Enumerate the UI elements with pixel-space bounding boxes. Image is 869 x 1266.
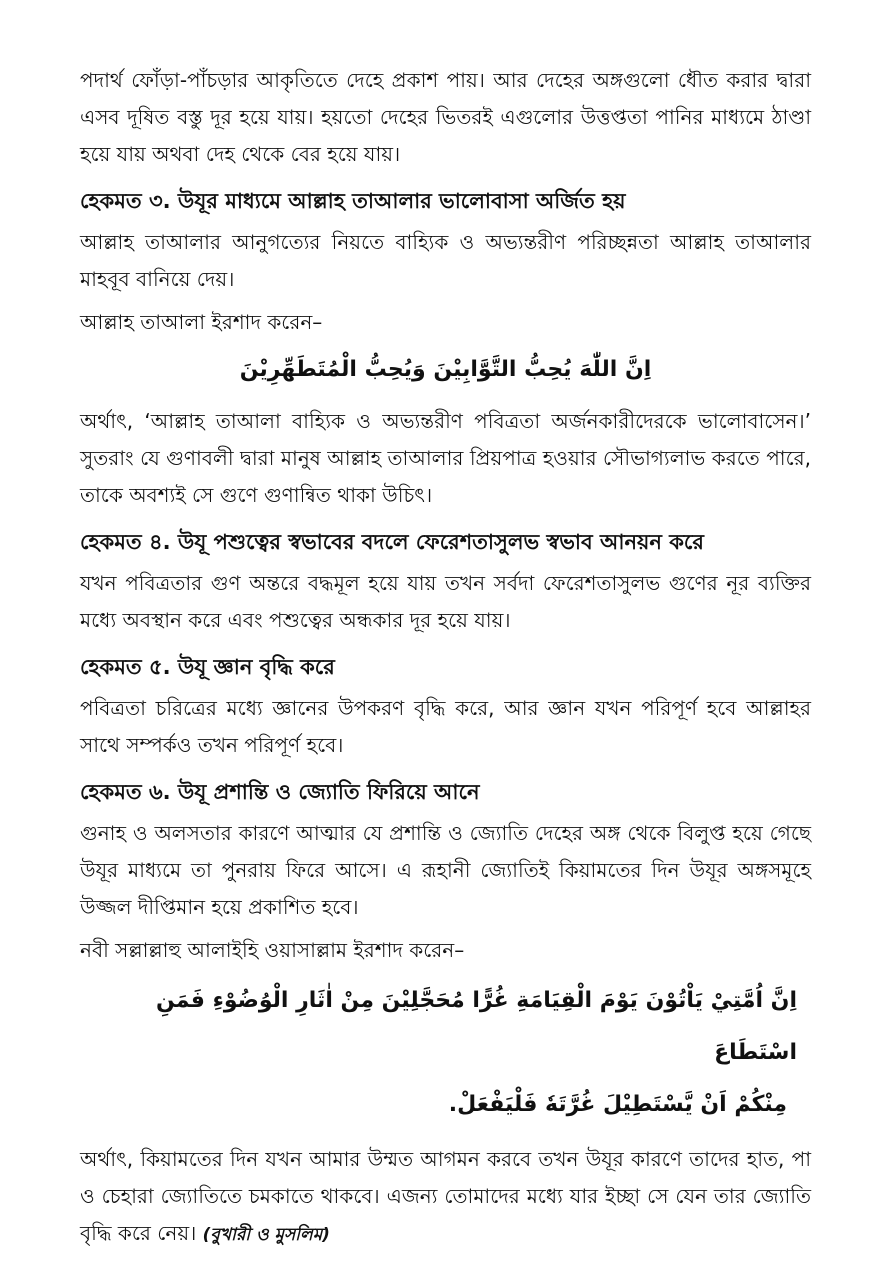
hadith-reference: (বুখারী ও মুসলিম) xyxy=(202,1225,330,1245)
paragraph-verse-1-meaning: অর্থাৎ, ‘আল্লাহ তাআলা বাহ্যিক ও অভ্যন্তরীণ পবিত্রতা অর্জনকারীদেরকে ভালোবাসেন।’ সুতরাং যে গুণাবলী দ্বারা মানুষ আল্লাহ তাআলার প্রিয়পাত্র হওয়ার সৌভাগ্যলাভ করতে পারে, তাকে অবশ্যই সে গুণে গুণান্বিত থাকা উচিৎ। xyxy=(80,409,811,507)
paragraph-allah-says: আল্লাহ তাআলা ইরশাদ করেন– xyxy=(80,310,323,334)
arabic-hadith-line-1: اِنَّ اُمَّتِيْ يَاْتُوْنَ يَوْمَ الْقِيَامَةِ غُرًّا مُحَجَّلِيْنَ مِنْ اٰثَارِ الْوُضُوْءِ فَمَنِ اسْتَطَاعَ xyxy=(155,988,797,1065)
heading-hikmat-6: হেকমত ৬. উযূ প্রশান্তি ও জ্যোতি ফিরিয়ে আনে xyxy=(80,780,480,804)
paragraph-hikmat-5-body: পবিত্রতা চরিত্রের মধ্যে জ্ঞানের উপকরণ বৃদ্ধি করে, আর জ্ঞান যখন পরিপূর্ণ হবে আল্লাহর সাথে সম্পর্কও তখন পরিপূর্ণ হবে। xyxy=(80,696,811,757)
paragraph-hikmat-4-body: যখন পবিত্রতার গুণ অন্তরে বদ্ধমূল হয়ে যায় তখন সর্বদা ফেরেশতাসুলভ গুণের নূর ব্যক্তির মধ্যে অবস্থান করে এবং পশুত্বের অন্ধকার দূর হয়ে যায়। xyxy=(80,571,811,632)
heading-hikmat-4: হেকমত ৪. উযূ পশুত্বের স্বভাবের বদলে ফেরেশতাসুলভ স্বভাব আনয়ন করে xyxy=(80,530,704,554)
paragraph-hadith-meaning xyxy=(80,1141,811,1254)
arabic-hadith xyxy=(80,975,811,1131)
paragraph-prophet-says: নবী সল্লাল্লাহু আলাইহি ওয়াসাল্লাম ইরশাদ করেন– xyxy=(80,938,465,962)
arabic-hadith-line-2: مِنْكُمْ اَنْ يَّسْتَطِيْلَ غُرَّتَهٗ فَلْيَفْعَلْ. xyxy=(448,1092,787,1117)
heading-hikmat-5: হেকমত ৫. উযূ জ্ঞান বৃদ্ধি করে xyxy=(80,655,335,679)
intro-paragraph: পদার্থ ফোঁড়া-পাঁচড়ার আকৃতিতে দেহে প্রকাশ পায়। আর দেহের অঙ্গগুলো ধৌত করার দ্বারা এসব দূষিত বস্তু দূর হয়ে যায়। হয়তো দেহের ভিতরই এগুলোর উত্তপ্ততা পানির মাধ্যমে ঠাণ্ডা হয়ে যায় অথবা দেহ থেকে বের হয়ে যায়। xyxy=(80,68,811,166)
paragraph-hikmat-3-body: আল্লাহ তাআলার আনুগত্যের নিয়তে বাহ্যিক ও অভ্যন্তরীণ পরিচ্ছন্নতা আল্লাহ তাআলার মাহবূব বানিয়ে দেয়। xyxy=(80,230,811,291)
arabic-verse-1: اِنَّ اللّٰهَ يُحِبُّ التَّوَّابِيْنَ وَيُحِبُّ الْمُتَطَهِّرِيْنَ xyxy=(239,357,652,382)
paragraph-hikmat-6-body: গুনাহ ও অলসতার কারণে আত্মার যে প্রশান্তি ও জ্যোতি দেহের অঙ্গ থেকে বিলুপ্ত হয়ে গেছে উযূর মাধ্যমে তা পুনরায় ফিরে আসে। এ রূহানী জ্যোতিই কিয়ামতের দিন উযূর অঙ্গসমূহে উজ্জল দীপ্তিমান হয়ে প্রকাশিত হবে। xyxy=(80,821,811,919)
hadith-meaning-text: অর্থাৎ, কিয়ামতের দিন যখন আমার উম্মত আগমন করবে তখন উযূর কারণে তাদের হাত, পা ও চেহারা জ্যোতিতে চমকাতে থাকবে। এজন্য তোমাদের মধ্যে যার ইচ্ছা সে যেন তার জ্যোতি বৃদ্ধি করে নেয়। xyxy=(80,1147,811,1245)
heading-hikmat-3: হেকমত ৩. উযূর মাধ্যমে আল্লাহ তাআলার ভালোবাসা অর্জিত হয় xyxy=(80,189,626,213)
